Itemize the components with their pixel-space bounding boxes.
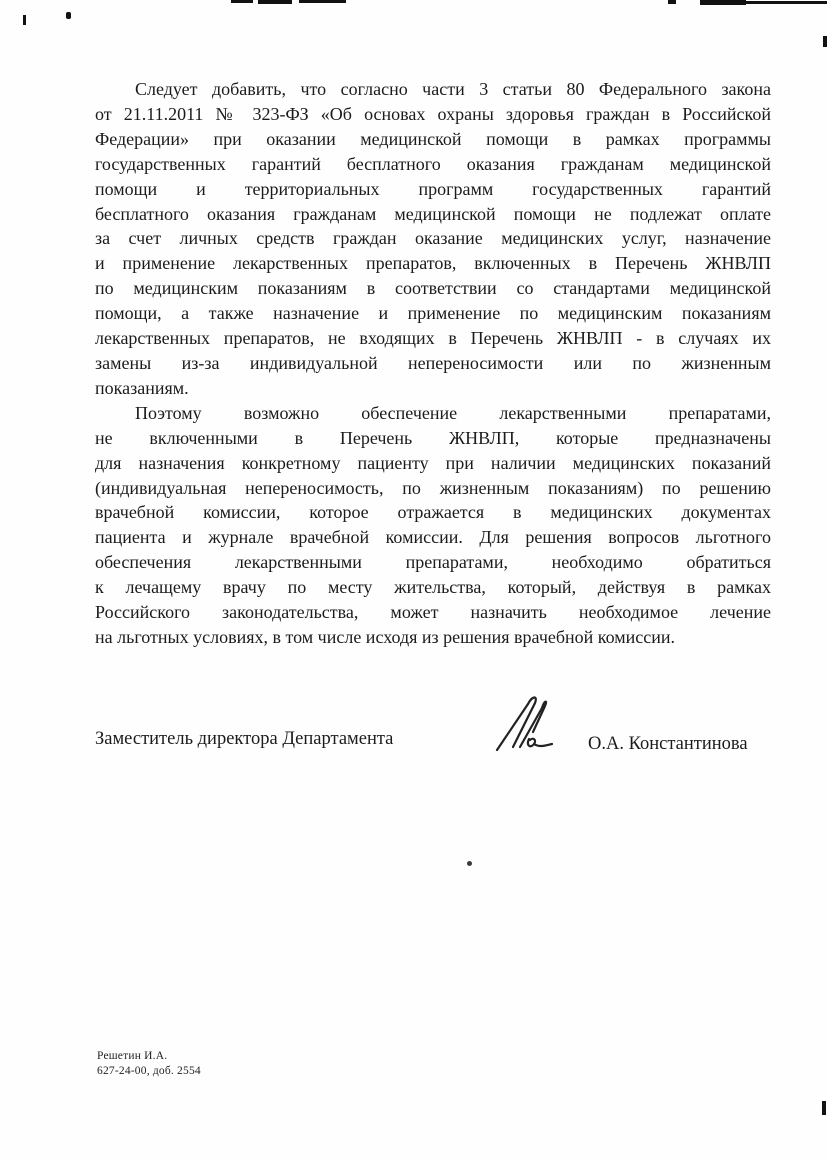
scan-artifact (258, 0, 292, 4)
text-line: для назначения конкретному пациенту при наличии медицинских показаний (95, 452, 771, 473)
text-line: к лечащему врачу по месту жительства, который, действуя в рамках (95, 577, 771, 598)
text-line: от 21.11.2011 № 323-ФЗ «Об основах охраны здоровья граждан в Российской (95, 103, 771, 124)
paragraph-2 (95, 401, 771, 650)
text-line: пациента и журнале врачебной комиссии. Для решения вопросов льготного (95, 527, 771, 548)
text-line: на льготных условиях, в том числе исходя из решения врачебной комиссии. (95, 626, 676, 647)
text-line: государственных гарантий бесплатного оказания гражданам медицинской (95, 153, 771, 174)
scan-artifact (23, 15, 26, 25)
scan-artifact (467, 861, 472, 866)
text-line: Поэтому возможно обеспечение лекарственными препаратами, (135, 402, 771, 423)
text-line: Федерации» при оказании медицинской помощи в рамках программы (95, 128, 771, 149)
paragraph-1 (95, 77, 771, 401)
text-line: врачебной комиссии, которое отражается в медицинских документах (95, 502, 771, 523)
executor-phone: 627-24-00, доб. 2554 (97, 1065, 201, 1077)
text-line: Следует добавить, что согласно части 3 статьи 80 Федерального закона (135, 79, 771, 99)
text-line: помощи и территориальных программ государственных гарантий (95, 178, 771, 199)
text-line: обеспечения лекарственными препаратами, необходимо обратиться (95, 552, 771, 573)
text-line: за счет личных средств граждан оказание медицинских услуг, назначение (95, 228, 771, 249)
text-line: (индивидуальная непереносимость, по жизненным показаниям) по решению (95, 477, 771, 498)
scan-artifact (700, 0, 746, 5)
text-line: показаниям. (95, 377, 189, 398)
text-line: не включенными в Перечень ЖНВЛП, которые предназначены (95, 427, 771, 448)
scan-artifact (66, 12, 71, 19)
body-text (95, 77, 771, 650)
text-line: лекарственных препаратов, не входящих в Перечень ЖНВЛП - в случаях их (95, 328, 771, 349)
scan-artifact (745, 1, 827, 4)
handwritten-signature (490, 693, 570, 757)
scan-artifact (299, 0, 346, 3)
scan-artifact (668, 0, 676, 4)
text-line: помощи, а также назначение и применение по медицинским показаниям (95, 303, 771, 324)
signatory-title: Заместитель директора Департамента (95, 729, 394, 749)
executor-footer (97, 1049, 201, 1079)
text-line: замены из-за индивидуальной непереносимости или по жизненным (95, 352, 771, 373)
text-line: бесплатного оказания гражданам медицинской помощи не подлежат оплате (95, 203, 771, 224)
text-line: Российского законодательства, может назначить необходимое лечение (95, 602, 771, 623)
executor-name: Решетин И.А. (97, 1050, 168, 1062)
scan-artifact (822, 1101, 826, 1115)
signatory-name: О.А. Константинова (588, 734, 748, 754)
scan-artifact (231, 0, 253, 3)
text-line: по медицинским показаниям в соответствии со стандартами медицинской (95, 278, 771, 299)
scan-artifact (823, 36, 827, 47)
text-line: и применение лекарственных препаратов, включенных в Перечень ЖНВЛП (95, 253, 771, 274)
